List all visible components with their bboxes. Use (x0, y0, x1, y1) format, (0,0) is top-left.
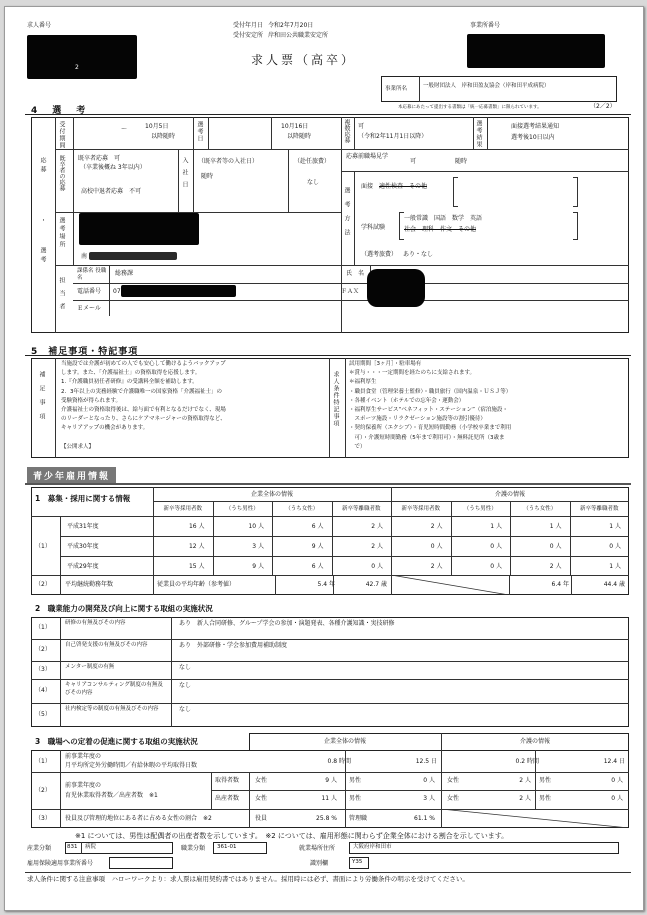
tokki-line: ＊賞与・・・一定期間を経たのちに支給されます。 (349, 370, 476, 377)
s2-row-label: キャリアコンサルティング制度の有無及びその内容 (65, 682, 163, 696)
seishonen-banner: 青少年雇用情報 (27, 467, 116, 484)
koyo-label: 雇用保険適用事業所番号 (27, 860, 94, 867)
nyusha-note: （既卒者等の入社日） (198, 158, 259, 165)
s3-r2-kaigo-f-label: 女性 (447, 795, 460, 802)
s1-col-header: （うち男性） (225, 506, 259, 512)
kisotsu-label: 既卒者の応募 (58, 155, 65, 191)
denwa-label: 電話番号 (77, 288, 102, 295)
sangyo-name: 病院 (85, 844, 97, 850)
shimei-label: 氏 名 (346, 270, 365, 277)
s3-r3-label: 役員及び管理的地位にある者に占める女性の割合 ※2 (65, 815, 212, 822)
s1-row-year: 平成29年度 (67, 563, 99, 570)
s1-col-header: （うち女性） (523, 506, 557, 512)
s1-cell: 2 人 (371, 523, 383, 530)
s3-r2-no: （2） (35, 787, 51, 794)
footnote: ※1 については、男性は配偶者の出産者数を示しています。 ※2 については、雇用形態に関わらず企業全体における割合を示しています。 (75, 832, 509, 840)
hosoku-side-label: 補足事項 (38, 371, 45, 427)
senko-date-note: 以降随時 (287, 133, 312, 140)
tokki-line: スポーツ施設・リラクゼーション施設等の割引優待） (349, 416, 486, 423)
senko-ryohi-value: あり・なし (403, 251, 434, 258)
s3-r1-all-days: 12.5 日 (415, 758, 437, 765)
s1-row2-all-years: 5.4 年 (317, 581, 335, 588)
hosoku-line: のリーダーとなったり、さらにケアマネージャーの資格取得など、 (61, 416, 226, 423)
s2-row-divider (31, 661, 629, 662)
s2-row-divider (31, 639, 629, 640)
s1-cell: 2 人 (549, 563, 562, 570)
s1-row-divider (60, 536, 629, 537)
s2-row-label: 社内検定等の制度の有無及びその内容 (65, 706, 159, 712)
s1-row2-label: （2） (35, 581, 51, 588)
shokuba-value: 可 (410, 158, 417, 165)
section-4-title: 4 選 考 (31, 106, 89, 116)
s1-cell: 10 人 (248, 523, 264, 530)
s1-row-group-label: （1） (35, 543, 51, 550)
s1-cell: 3 人 (252, 543, 264, 550)
s1-cell: 0 人 (371, 563, 383, 570)
s2-title: 2 職業能力の開発及び向上に関する取組の実施状況 (35, 604, 213, 613)
s1-cell: 1 人 (549, 523, 562, 530)
s1-group-kaigo: 介護の情報 (494, 491, 525, 498)
nyusha-label: 入社日 (181, 157, 188, 193)
uketsuke-to: 10月5日 (145, 123, 169, 130)
s2-row-label: メンター制度の有無 (65, 664, 115, 670)
kakari-value: 総務課 (115, 270, 134, 277)
s1-cell: 15 人 (188, 563, 205, 570)
s3-r2-all-m-label: 男性 (349, 777, 362, 784)
fukusu-value: 可 (358, 123, 365, 130)
jigyosho-name: 一般財団法人 岸和田盈友協会（岸和田平成病院） (423, 83, 550, 89)
s3-r2-all-m-value: 3 人 (423, 795, 435, 802)
s3-r2-kaigo-f-value: 2 人 (519, 795, 531, 802)
s2-row-value: なし (179, 664, 192, 671)
chutai-value: 高校中退者応募 不可 (81, 188, 142, 195)
uketsuke-from: ～ (121, 126, 128, 133)
job-offer-sheet: 求人番号 2 受付年月日 令和2年7月20日 受付安定所 岸和田公共職業安定所 求人票（高卒） 事業所番号 事業所名 一般財団法人 岸和田盈友協会（岸和田平成病院） 本応募にあたって提出する書類は「統一応募書類」に限られています。 （2／2） 4 選 考 応募 ・ 選考 受付期間 ～ 10月5日 以降随時 選考日 10月16日 以降随時 複数応募 可 （令和2年11月1日以降） 選考結果 面接選考結果通知 選考後10日以内 既卒者の応募 既卒者応募 可 （卒業後概ね 3年以内） 高校中退者応募 不可 入社日 （既卒者等の入社日） 随時 （赴任旅費） なし 応募前職場見学 可 随時 選考方法 面接 適性検査 その他 学科試験 一般常識 国語 数学 英語 社会 理科 作文 その他 （選考旅費） あり・なし 選考場所 南 担当者 課係名 役職名 総務課 氏 名 電話番号 07 ＦＡＸ Ｅメール 5 補足事項・特記事項 補足事項 当施設では介護が初めての人でも安心して働けるようバックアップ します。また、「介護福祉士」の資格取得を応援します。 1.『介護職員初任者研修』の受講料全額を補助します。 2．3年以上の実務経験で介護職唯一の国家資格「介護福祉士」の 受験資格が得られます。 介護福祉士の資格取得後は、給与面で有利となるだけでなく、現場 のリーダーとなったり、さらにケアマネージャーの資格取得など、 キャリアアップの機会があります。 【公開求人】 求人条件特記事項 試用期間［3ヶ月］・駐車場有 ＊賞与・・・一定期間を経たのちに支給されます。 ＊福利厚生 ・職員食堂（管理栄養士監修）・職員旅行（国内温泉・ＵＳＪ等） ・各種イベント（ホテルでの忘年会・運動会） ・福利厚生サービス“ベネフィット・ステーション”（宿泊施設・ スポーツ施設・リラクゼーション施設等の割引優待） ・契約保養所（エクシブ）・育児短時間勤務（小学校卒業まで利用 可）・介護短時間勤務（5年まで利用可）・無料託児所（3歳ま で） 青少年雇用情報 1 募集・採用に関する情報 企業全体の情報 介護の情報 新卒等採用者数 （うち男性） （うち女性） 新卒等離職者数 新卒等採用者数 （うち男性） （うち女性） 新卒等離職者数 平成31年度 16 人 10 人 6 人 2 人 2 人 1 人 1 人 1 人 平成30年度 12 人 3 人 9 人 2 人 0 人 0 人 0 人 0 人 平成29年度 15 人 9 人 6 人 0 人 2 人 0 人 2 人 1 人 （1） （2） 平均継続勤務年数 従業員の平均年齢（参考値） 5.4 年 42.7 歳 6.4 年 44.4 歳 2 職業能力の開発及び向上に関する取組の実施状況 （1） 研修の有無及びその内容 あり 新人合同研修、グループ学会の参加・演題発表、各種介護知識・実技研修 （2） 自己啓発支援の有無及びその内容 あり 外部研修・学会参加費用補助制度 （3） メンター制度の有無 なし （4） キャリアコンサルティング制度の有無及びその内容 なし （5） 社内検定等の制度の有無及びその内容 なし 3 職場への定着の促進に関する取組の実施状況 企業全体の情報 介護の情報 （1） 前事業年度の 月平均所定外労働時間／有給休暇の平均取得日数 0.8 時間 12.5 日 0.2 時間 12.4 日 （2） 前事業年度の 育児休業取得者数／出産者数 ※1 取得者数 女性 9 人 男性 0 人 女性 2 人 男性 0 人 出産者数 女性 11 人 男性 3 人 女性 2 人 男性 0 人 （3） 役員及び管理的地位にある者に占める女性の割合 ※2 役員 25.8 % 管理職 61.1 % ※1 については、男性は配偶者の出産者数を示しています。 ※2 については、雇用形態に関わらず企業全体における割合を示しています。 産業分類 831 病院 職業分類 361-01 就業場所住所 大阪府岸和田市 雇用保険適用事業所番号 識別欄 Y35 求人条件に関する注意事項 ハローワークより：求人票は雇用契約書ではありません。採用時には必ず、書面により労働条件の明示を受けてください。 (4, 6, 644, 911)
hosoku-line: 1.『介護職員初任者研修』の受講料全額を補助します。 (61, 379, 198, 386)
s3-r2-kind: 取得者数 (215, 777, 240, 784)
tokki-line: ＊福利厚生 (349, 379, 377, 386)
kisotsu-value: 既卒者応募 可 (78, 155, 121, 162)
s1-col-header: （うち女性） (285, 506, 319, 512)
s3-r2-kaigo-m-label: 男性 (539, 777, 552, 784)
s3-divider (345, 772, 346, 809)
redacted-location (79, 213, 199, 245)
shugyo-value: 大阪府岸和田市 (353, 844, 392, 850)
redacted-location-2 (89, 252, 177, 260)
jigyosho-bango-label: 事業所番号 (470, 22, 501, 29)
kyujin-bango-tail: 2 (75, 64, 79, 71)
s1-cell: 2 人 (430, 523, 443, 530)
chui-note: 求人条件に関する注意事項 ハローワークより：求人票は雇用契約書ではありません。採用時には必ず、書面により労働条件の明示を受けてください。 (27, 875, 469, 883)
s1-cell: 0 人 (549, 543, 562, 550)
s3-title: 3 職場への定着の促進に関する取組の実施状況 (35, 737, 198, 746)
s1-row2-all-age: 42.7 歳 (365, 581, 387, 588)
kyujin-bango-label: 求人番号 (27, 22, 52, 29)
s1-cell: 6 人 (311, 523, 324, 530)
s1-row2-diagonal (391, 575, 509, 595)
basho-prefix: 南 (81, 253, 88, 260)
s3-r3-yakuin-value: 25.8 % (316, 815, 337, 822)
shikibetsu-label: 識別欄 (310, 860, 329, 867)
s1-group-all: 企業全体の情報 (250, 491, 293, 498)
s1-cell: 1 人 (609, 523, 621, 530)
nyusha-value: 随時 (201, 173, 214, 180)
sangyo-code: 831 (67, 844, 78, 850)
s3-r1-kaigo-hours: 0.2 時間 (515, 758, 539, 765)
s3-r2-label1: 前事業年度の (65, 782, 102, 789)
uketsuke-kikan-label: 受付期間 (58, 121, 65, 149)
fuin-value: なし (307, 179, 320, 186)
s1-col-header: 新卒等離職者数 (341, 506, 381, 512)
s3-r3-no: （3） (35, 815, 51, 822)
hosoku-line: 当施設では介護が初めての人でも安心して働けるようバックアップ (61, 361, 226, 367)
s3-r2-all-m-value: 0 人 (423, 777, 435, 784)
s3-group-all: 企業全体の情報 (323, 738, 366, 745)
s1-col-header: 新卒等採用者数 (401, 506, 440, 512)
s2-row-divider (31, 679, 629, 680)
s2-row-value: なし (179, 706, 192, 713)
s3-r2-kaigo-f-value: 2 人 (519, 777, 531, 784)
hosoku-line: 介護福祉士の資格取得後は、給与面で有利となるだけでなく、現場 (61, 407, 226, 413)
s3-r1-no: （1） (35, 758, 51, 765)
s2-row-label: 研修の有無及びその内容 (65, 620, 126, 626)
tokki-line: で） (349, 443, 366, 450)
s1-row-year: 平成30年度 (67, 543, 99, 550)
s1-col-header: （うち男性） (463, 506, 497, 512)
gakka-opts-1: 一般常識 国語 数学 英語 (404, 215, 483, 222)
basho-label: 選考場所 (58, 217, 65, 249)
kekka-title: 面接選考結果通知 (511, 123, 560, 130)
s2-row-value: なし (179, 682, 192, 689)
gakka-opts-2: 社会 理科 作文 その他 (404, 226, 477, 233)
s1-cell: 12 人 (188, 543, 205, 550)
senko-date-label: 選考日 (196, 121, 203, 142)
s1-row2-kaigo-age: 44.4 歳 (603, 581, 625, 588)
s3-group-kaigo: 介護の情報 (519, 738, 550, 745)
s3-r2-all-f-label: 女性 (255, 795, 268, 802)
senko-houhou-label: 選考方法 (343, 187, 350, 243)
oubo-label: 応募 (39, 157, 46, 175)
hosoku-line: キャリアアップの機会があります。 (61, 425, 149, 432)
fukusu-note: （令和2年11月1日以降） (358, 133, 428, 140)
s1-title: 1 募集・採用に関する情報 (35, 494, 131, 503)
jigyosho-name-label: 事業所名 (385, 86, 408, 92)
uketsuke-date: 令和2年7月20日 (268, 22, 314, 29)
kekka-label: 選考結果 (475, 120, 482, 148)
redacted-name (367, 269, 425, 307)
fax-label: ＦＡＸ (341, 288, 360, 295)
s1-cell: 2 人 (371, 543, 383, 550)
mensetsu-label: 面接 (361, 183, 374, 190)
s1-cell: 9 人 (252, 563, 264, 570)
denwa-prefix: 07 (113, 288, 121, 295)
kekka-value: 選考後10日以内 (511, 134, 555, 141)
s3-r2-kaigo-f-label: 女性 (447, 777, 460, 784)
s3-r3-yakuin-label: 役員 (255, 815, 268, 822)
s3-r1-all-hours: 0.8 時間 (327, 758, 351, 765)
fuin-label: （赴任旅費） (294, 158, 331, 165)
page-number: （2／2） (590, 103, 616, 110)
s3-r1-kaigo-days: 12.4 日 (603, 758, 625, 765)
s3-r1-label2: 月平均所定外労働時間／有給休暇の平均取得日数 (65, 762, 198, 769)
hosoku-line: します。また、「介護福祉士」の資格取得を応援します。 (61, 370, 201, 377)
s3-divider (535, 772, 536, 809)
tokki-line: ・契約保養所（エクシブ）・育児短時間勤務（小学校卒業まで利用 (349, 425, 512, 432)
s3-divider (345, 750, 346, 772)
sangyo-label: 産業分類 (27, 845, 52, 852)
shikibetsu-value: Y35 (352, 859, 363, 865)
s2-row-no: （1） (35, 624, 51, 631)
s1-cell: 9 人 (311, 543, 324, 550)
mensetsu-opts: 適性検査 その他 (379, 183, 428, 190)
shokuba-note: 随時 (455, 158, 468, 165)
s3-r2-label2: 育児休業取得者数／出産者数 ※1 (65, 792, 158, 799)
s1-cell: 0 人 (609, 543, 621, 550)
s3-r3-kanri-label: 管理職 (349, 815, 368, 822)
kisotsu-note: （卒業後概ね 3年以内） (80, 164, 146, 171)
s3-r2-all-f-value: 11 人 (321, 795, 337, 802)
s1-cell: 1 人 (609, 563, 621, 570)
s2-row-divider (31, 703, 629, 704)
senko-date: 10月16日 (281, 123, 309, 130)
senko-side-label: 選考 (39, 247, 46, 265)
hosoku-line: 受験資格が得られます。 (61, 397, 122, 404)
tokki-line: 試用期間［3ヶ月］・駐車場有 (349, 361, 422, 367)
s1-cell: 0 人 (490, 563, 502, 570)
section-5-title: 5 補足事項・特記事項 (31, 347, 139, 357)
s1-cell: 0 人 (430, 543, 443, 550)
s2-row-value: あり 新人合同研修、グループ学会の参加・演題発表、各種介護知識・実技研修 (179, 620, 395, 627)
s2-row-no: （5） (35, 711, 51, 718)
s1-row2-kaigo-years: 6.4 年 (551, 581, 569, 588)
uketsuke-to-note: 以降随時 (151, 133, 176, 140)
s3-r3-kanri-value: 61.1 % (414, 815, 435, 822)
s2-row-no: （2） (35, 646, 51, 653)
hosoku-line: 【公開求人】 (61, 443, 95, 450)
redacted-office-number (467, 34, 605, 68)
tokki-line: ・福利厚生サービス“ベネフィット・ステーション”（宿泊施設・ (349, 407, 508, 413)
shugyo-label: 就業場所住所 (299, 845, 336, 852)
s1-cell: 0 人 (490, 543, 502, 550)
s1-row-divider (60, 556, 629, 557)
email-label: Ｅメール (77, 305, 101, 312)
s2-row-label: 自己啓発支援の有無及びその内容 (65, 642, 148, 648)
s1-row2-title: 平均継続勤務年数 (65, 581, 114, 588)
s3-r3-diagonal (441, 809, 629, 828)
s3-r2-all-f-value: 9 人 (325, 777, 337, 784)
s1-col-header: 新卒等離職者数 (579, 506, 619, 512)
s3-r2-kaigo-m-value: 0 人 (611, 777, 623, 784)
uketsuke-office-label: 受付安定所 (233, 32, 264, 39)
s1-col-header: 新卒等採用者数 (163, 506, 202, 512)
kakari-label: 課係名 役職名 (77, 268, 107, 281)
s1-cell: 16 人 (188, 523, 205, 530)
s1-cell: 2 人 (430, 563, 443, 570)
page-title: 求人票（高卒） (251, 53, 357, 67)
tanto-label: 担当者 (58, 277, 65, 316)
shokugyo-label: 職業分類 (181, 845, 206, 852)
s3-r2-kaigo-m-value: 0 人 (611, 795, 623, 802)
s1-cell: 6 人 (311, 563, 324, 570)
hosoku-line: 2．3年以上の実務経験で介護職唯一の国家資格「介護福祉士」の (61, 388, 223, 395)
uketsuke-date-label: 受付年月日 (233, 22, 264, 29)
s3-r2-all-m-label: 男性 (349, 795, 362, 802)
s2-row-value: あり 外部研修・学会参加費用補助制度 (179, 642, 288, 649)
s3-r2-all-f-label: 女性 (255, 777, 268, 784)
senko-ryohi-label: （選考旅費） (361, 251, 398, 258)
tokki-line: 可）・介護短時間勤務（5年まで利用可）・無料託児所（3歳ま (349, 434, 505, 441)
s3-divider (535, 750, 536, 772)
fukusu-label: 複数応募 (343, 119, 350, 143)
s2-row-no: （3） (35, 666, 51, 673)
s1-row-year: 平成31年度 (67, 523, 99, 530)
redacted-job-number (27, 35, 137, 79)
s1-cell: 1 人 (490, 523, 502, 530)
s1-row2-sub: 従業員の平均年齢（参考値） (157, 581, 236, 588)
shokuba-label: 応募前職場見学 (346, 153, 389, 160)
s3-r1-label1: 前事業年度の (65, 753, 102, 760)
form-note: 本応募にあたって提出する書類は「統一応募書類」に限られています。 (398, 105, 542, 110)
redacted-phone (121, 285, 236, 297)
uketsuke-office: 岸和田公共職業安定所 (268, 32, 329, 39)
tokki-line: ・各種イベント（ホテルでの忘年会・運動会） (349, 397, 465, 404)
gakka-label: 学科試験 (361, 224, 386, 231)
s3-r2-kaigo-m-label: 男性 (539, 795, 552, 802)
tokki-line: ・職員食堂（管理栄養士監修）・職員旅行（国内温泉・ＵＳＪ等） (349, 388, 512, 395)
tokki-label: 求人条件特記事項 (332, 371, 339, 427)
shokugyo-code: 361-01 (217, 844, 237, 850)
s2-row-no: （4） (35, 687, 51, 694)
s3-r2-kind: 出産者数 (215, 795, 240, 802)
